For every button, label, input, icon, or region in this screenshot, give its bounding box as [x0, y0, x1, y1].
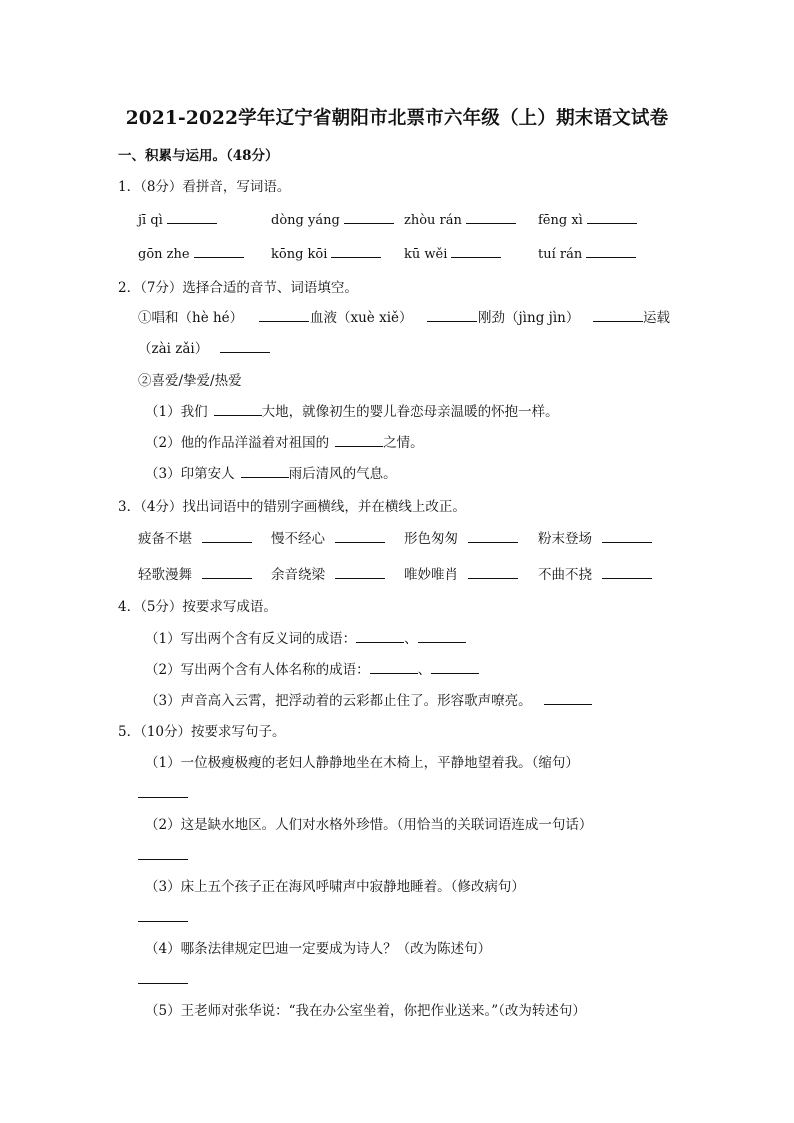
- q5-item-2: （2）这是缺水地区。人们对水格外珍惜。（用恰当的关联词语连成一句话）: [145, 817, 593, 833]
- answer-blank[interactable]: [335, 433, 383, 447]
- answer-blank[interactable]: [202, 565, 252, 579]
- q5-item-3: （3）床上五个孩子正在海风呼啸声中寂静地睡着。（修改病句）: [145, 879, 525, 895]
- answer-blank[interactable]: [241, 464, 289, 478]
- q4-line-2: [145, 660, 479, 680]
- sentence-text: 大地，就像初生的婴儿眷恋母亲温暖的怀抱一样。: [261, 404, 559, 420]
- question-5-stem: 5．（10分）按要求写句子。: [118, 724, 286, 740]
- idiom-item: 粉末登场: [538, 531, 592, 547]
- answer-blank[interactable]: [593, 308, 643, 322]
- answer-blank[interactable]: [468, 565, 518, 579]
- sentence-text: （3）印第安人: [145, 466, 235, 482]
- idiom-item: 不曲不挠: [538, 567, 592, 583]
- sentence-text: 之情。: [383, 435, 424, 451]
- answer-blank[interactable]: [202, 529, 252, 543]
- answer-blank[interactable]: [602, 565, 652, 579]
- q2-sentence-3: [145, 464, 397, 484]
- exam-title: 2021-2022学年辽宁省朝阳市北票市六年级（上）期末语文试卷: [125, 108, 669, 129]
- q5-answer-3: [138, 908, 188, 928]
- answer-blank[interactable]: [587, 210, 637, 224]
- q2-sentence-2: [145, 433, 424, 453]
- answer-blank[interactable]: [344, 210, 394, 224]
- word-item: ①唱和（hè hé）: [138, 310, 244, 326]
- sentence-text: （2）他的作品洋溢着对祖国的: [145, 435, 330, 451]
- separator: 、: [417, 662, 432, 678]
- q5-item-5: （5）王老师对张华说：“我在办公室坐着，你把作业送来。”（改为转述句）: [145, 1003, 586, 1019]
- idiom-item: 慢不经心: [271, 531, 325, 547]
- question-1-stem: 1．（8分）看拼音，写词语。: [118, 179, 291, 195]
- answer-blank[interactable]: [431, 660, 479, 674]
- question-3-stem: 3．（4分）找出词语中的错别字画横线，并在横线上改正。: [118, 499, 466, 515]
- answer-blank[interactable]: [138, 970, 188, 984]
- pinyin-item: kōng kōi: [271, 247, 328, 262]
- sentence-text: （2）写出两个含有人体名称的成语：: [145, 662, 370, 678]
- answer-blank[interactable]: [451, 244, 501, 258]
- answer-blank[interactable]: [602, 529, 652, 543]
- separator: 、: [404, 631, 418, 647]
- question-2-stem: 2．（7分）选择合适的音节、词语填空。: [118, 280, 358, 296]
- sentence-text: 雨后清风的气息。: [288, 466, 397, 482]
- q4-line-1: [145, 629, 466, 649]
- pinyin-item: zhòu rán: [404, 213, 462, 228]
- pinyin-item: jī qì: [138, 213, 163, 228]
- answer-blank[interactable]: [466, 210, 516, 224]
- answer-blank[interactable]: [259, 308, 309, 322]
- word-item: 刚劲（jìng jìn）: [478, 310, 580, 326]
- answer-blank[interactable]: [586, 244, 636, 258]
- answer-blank[interactable]: [427, 308, 477, 322]
- sentence-text: （3）声音高入云霄，把浮动着的云彩都止住了。形容歌声嘹亮。: [145, 693, 532, 709]
- q4-line-3: [145, 691, 592, 711]
- q5-item-4: （4）哪条法律规定巴迪一定要成为诗人？（改为陈述句）: [145, 941, 492, 957]
- answer-blank[interactable]: [331, 244, 381, 258]
- section-heading: 一、积累与运用。（48分）: [118, 148, 279, 164]
- q5-answer-2: [138, 846, 188, 866]
- answer-blank[interactable]: [335, 565, 385, 579]
- answer-blank[interactable]: [220, 339, 270, 353]
- answer-blank[interactable]: [167, 210, 217, 224]
- pinyin-item: fēng xì: [538, 213, 583, 228]
- sentence-text: （1）写出两个含有反义词的成语：: [145, 631, 357, 647]
- answer-blank[interactable]: [370, 660, 418, 674]
- pinyin-item: dòng yáng: [271, 213, 340, 228]
- pinyin-item: kū wěi: [404, 247, 448, 262]
- sentence-text: （1）我们: [145, 404, 208, 420]
- answer-blank[interactable]: [418, 629, 466, 643]
- answer-blank[interactable]: [138, 784, 188, 798]
- pinyin-item: tuí rán: [538, 247, 583, 262]
- idiom-item: 余音绕梁: [271, 567, 325, 583]
- answer-blank[interactable]: [335, 529, 385, 543]
- answer-blank[interactable]: [356, 629, 404, 643]
- q5-item-1: （1）一位极瘦极瘦的老妇人静静地坐在木椅上，平静地望着我。（缩句）: [145, 755, 579, 771]
- idiom-item: 形色匆匆: [404, 531, 458, 547]
- word-item: 运载: [643, 310, 670, 326]
- word-item: （zài zǎi）: [138, 341, 209, 357]
- idiom-item: 轻歌漫舞: [138, 567, 192, 583]
- answer-blank[interactable]: [194, 244, 244, 258]
- q5-answer-1: [138, 784, 188, 804]
- idiom-item: 唯妙唯肖: [404, 567, 458, 583]
- answer-blank[interactable]: [214, 402, 262, 416]
- answer-blank[interactable]: [138, 846, 188, 860]
- answer-blank[interactable]: [138, 908, 188, 922]
- q2-part1-line2: [138, 339, 270, 359]
- word-item: 血液（xuè xiě）: [310, 310, 413, 326]
- answer-blank[interactable]: [468, 529, 518, 543]
- q2-sentence-1: [145, 402, 559, 422]
- q5-answer-4: [138, 970, 188, 990]
- pinyin-item: gōn zhe: [138, 247, 190, 262]
- answer-blank[interactable]: [544, 691, 592, 705]
- idiom-item: 疲备不堪: [138, 531, 192, 547]
- q2-part2-title: ②喜爱/挚爱/热爱: [138, 373, 242, 389]
- question-4-stem: 4．（5分）按要求写成语。: [118, 599, 277, 615]
